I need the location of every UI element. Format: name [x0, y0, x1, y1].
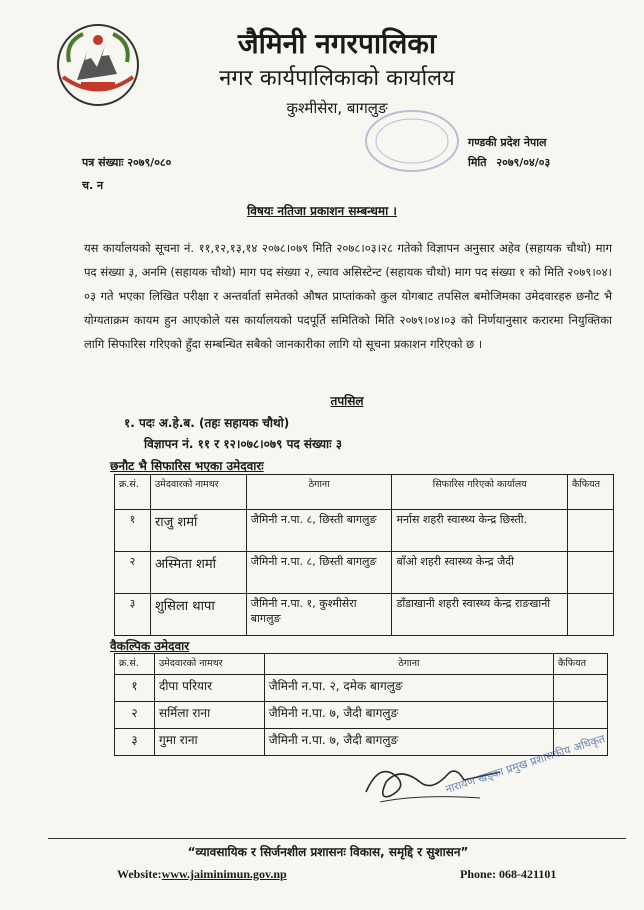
alternate-candidates-heading: वैकल्पिक उमेदवार [110, 639, 190, 653]
selected-candidates-heading: छनौट भै सिफारिस भएका उमेदवारः [110, 459, 264, 473]
column-header: कैफियत [554, 654, 608, 675]
table-row [115, 594, 614, 636]
footer-phone: Phone: 068-421101 [460, 867, 557, 881]
remark-cell [568, 552, 614, 594]
serial-cell: १ [115, 510, 151, 552]
table-header-row [115, 654, 608, 675]
schedule-heading: तपसिल [330, 394, 364, 408]
office-title: नगर कार्यपालिकाको कार्यालय [219, 66, 455, 91]
name-cell: सर्मिला राना [154, 702, 264, 729]
remark-cell [554, 675, 608, 702]
serial-cell: ३ [115, 729, 155, 756]
alternate-candidates-table [114, 653, 608, 756]
office-cell: डाँडाखानी शहरी स्वास्थ्य केन्द्र राङखानी [392, 594, 568, 636]
column-header: ठेगाना [246, 475, 392, 510]
website-label: Website: [117, 867, 162, 881]
address-cell: जैमिनी न.पा. ७, जैदी बागलुङ [264, 702, 553, 729]
signatory-stamp-icon [428, 732, 607, 817]
office-cell: मर्नास शहरी स्वास्थ्य केन्द्र छिस्ती. [392, 510, 568, 552]
remark-cell [568, 594, 614, 636]
table-header-row [115, 475, 614, 510]
serial-cell: २ [115, 552, 151, 594]
table-row [115, 510, 614, 552]
footer-slogan: “व्यावसायिक र सिर्जनशील प्रशासनः विकास, समृद्दि र सुशासन” [187, 845, 469, 859]
letter-date: मिति २०७९/०४/०३ [468, 156, 551, 169]
reference-number: पत्र संख्याः २०७९/०८० [82, 156, 172, 169]
remark-cell [554, 702, 608, 729]
office-stamp-icon [362, 106, 462, 176]
column-header: उमेदवारको नामथर [150, 475, 246, 510]
serial-cell: १ [115, 675, 155, 702]
selected-candidates-table [114, 474, 614, 636]
address-cell: जैमिनी न.पा. २, दमेक बागलुङ [264, 675, 553, 702]
address-cell: जैमिनी न.पा. १, कुश्मीसेरा बागलुङ [246, 594, 392, 636]
table-row [115, 702, 608, 729]
column-header: क्र.सं. [115, 475, 151, 510]
table-row [115, 552, 614, 594]
address-cell: जैमिनी न.पा. ८, छिस्ती बागलुङ [246, 552, 392, 594]
address-cell: जैमिनी न.पा. ८, छिस्ती बागलुङ [246, 510, 392, 552]
column-header: ठेगाना [264, 654, 553, 675]
post-line: १. पदः अ.हे.ब. (तहः सहायक चौथो) [124, 416, 290, 430]
column-header: कैफियत [568, 475, 614, 510]
name-cell: शुसिला थापा [150, 594, 246, 636]
column-header: उमेदवारको नामथर [154, 654, 264, 675]
signatory-stamp-text: नारायण खड्का प्रमुख प्रशासकीय अधिकृत [443, 732, 607, 797]
footer-divider [48, 838, 626, 839]
serial-cell: ३ [115, 594, 151, 636]
footer-website [117, 867, 287, 882]
name-cell: राजु शर्मा [150, 510, 246, 552]
office-location: कुश्मीसेरा, बागलुङ [286, 99, 388, 117]
dispatch-number: च. न [82, 179, 104, 192]
website-link[interactable]: www.jaiminimun.gov.np [161, 867, 287, 881]
province-label: गण्डकी प्रदेश नेपाल [468, 136, 547, 149]
advertisement-line: विज्ञापन नं. ११ र १२।०७८।०७९ पद संख्याः ३ [144, 437, 342, 451]
body-paragraph: यस कार्यालयको सूचना नं. ११,१२,१३,१४ २०७८।०७९ मिति २०७८।०३।२८ गतेको विज्ञापन अनुसार अहेव (सहायक चौथो) माग पद संख्या ३, अनमि (सहायक चौथो) माग पद संख्या २, ल्याव असिस्टेन्ट (सहायक चौथो) माग पद संख्या १ को मिति २०७९।०४।०३ गते भएका लिखित परीक्षा र अन्तर्वार्ता समेतको औषत प्राप्तांकको कुल योगबाट तपसिल बमोजिमका उमेदवारहरु छनौट भै योग्यताक्रम कायम हुन आएकोले यस कार्यालयको पदपूर्ति समितिको मिति २०७९।०४।०३ को निर्णयानुसार करारमा नियुक्तिका लागि सिफारिस गरिएको हुँदा सम्बन्धित सबैको जानकारीका लागि यो सूचना प्रकाशन गरिएको छ । [84, 241, 612, 351]
municipality-title: जैमिनी नगरपालिका [237, 27, 437, 60]
remark-cell [568, 510, 614, 552]
column-header: सिफारिस गरिएको कार्यालय [392, 475, 568, 510]
address-cell: जैमिनी न.पा. ७, जैदी बागलुङ [264, 729, 553, 756]
name-cell: गुमा राना [154, 729, 264, 756]
table-row [115, 675, 608, 702]
name-cell: दीपा परियार [154, 675, 264, 702]
serial-cell: २ [115, 702, 155, 729]
column-header: क्र.सं. [115, 654, 155, 675]
office-cell: बाँओ शहरी स्वास्थ्य केन्द्र जैदी [392, 552, 568, 594]
name-cell: अस्मिता शर्मा [150, 552, 246, 594]
subject-line: विषयः नतिजा प्रकाशन सम्बन्धमा । [247, 204, 397, 218]
